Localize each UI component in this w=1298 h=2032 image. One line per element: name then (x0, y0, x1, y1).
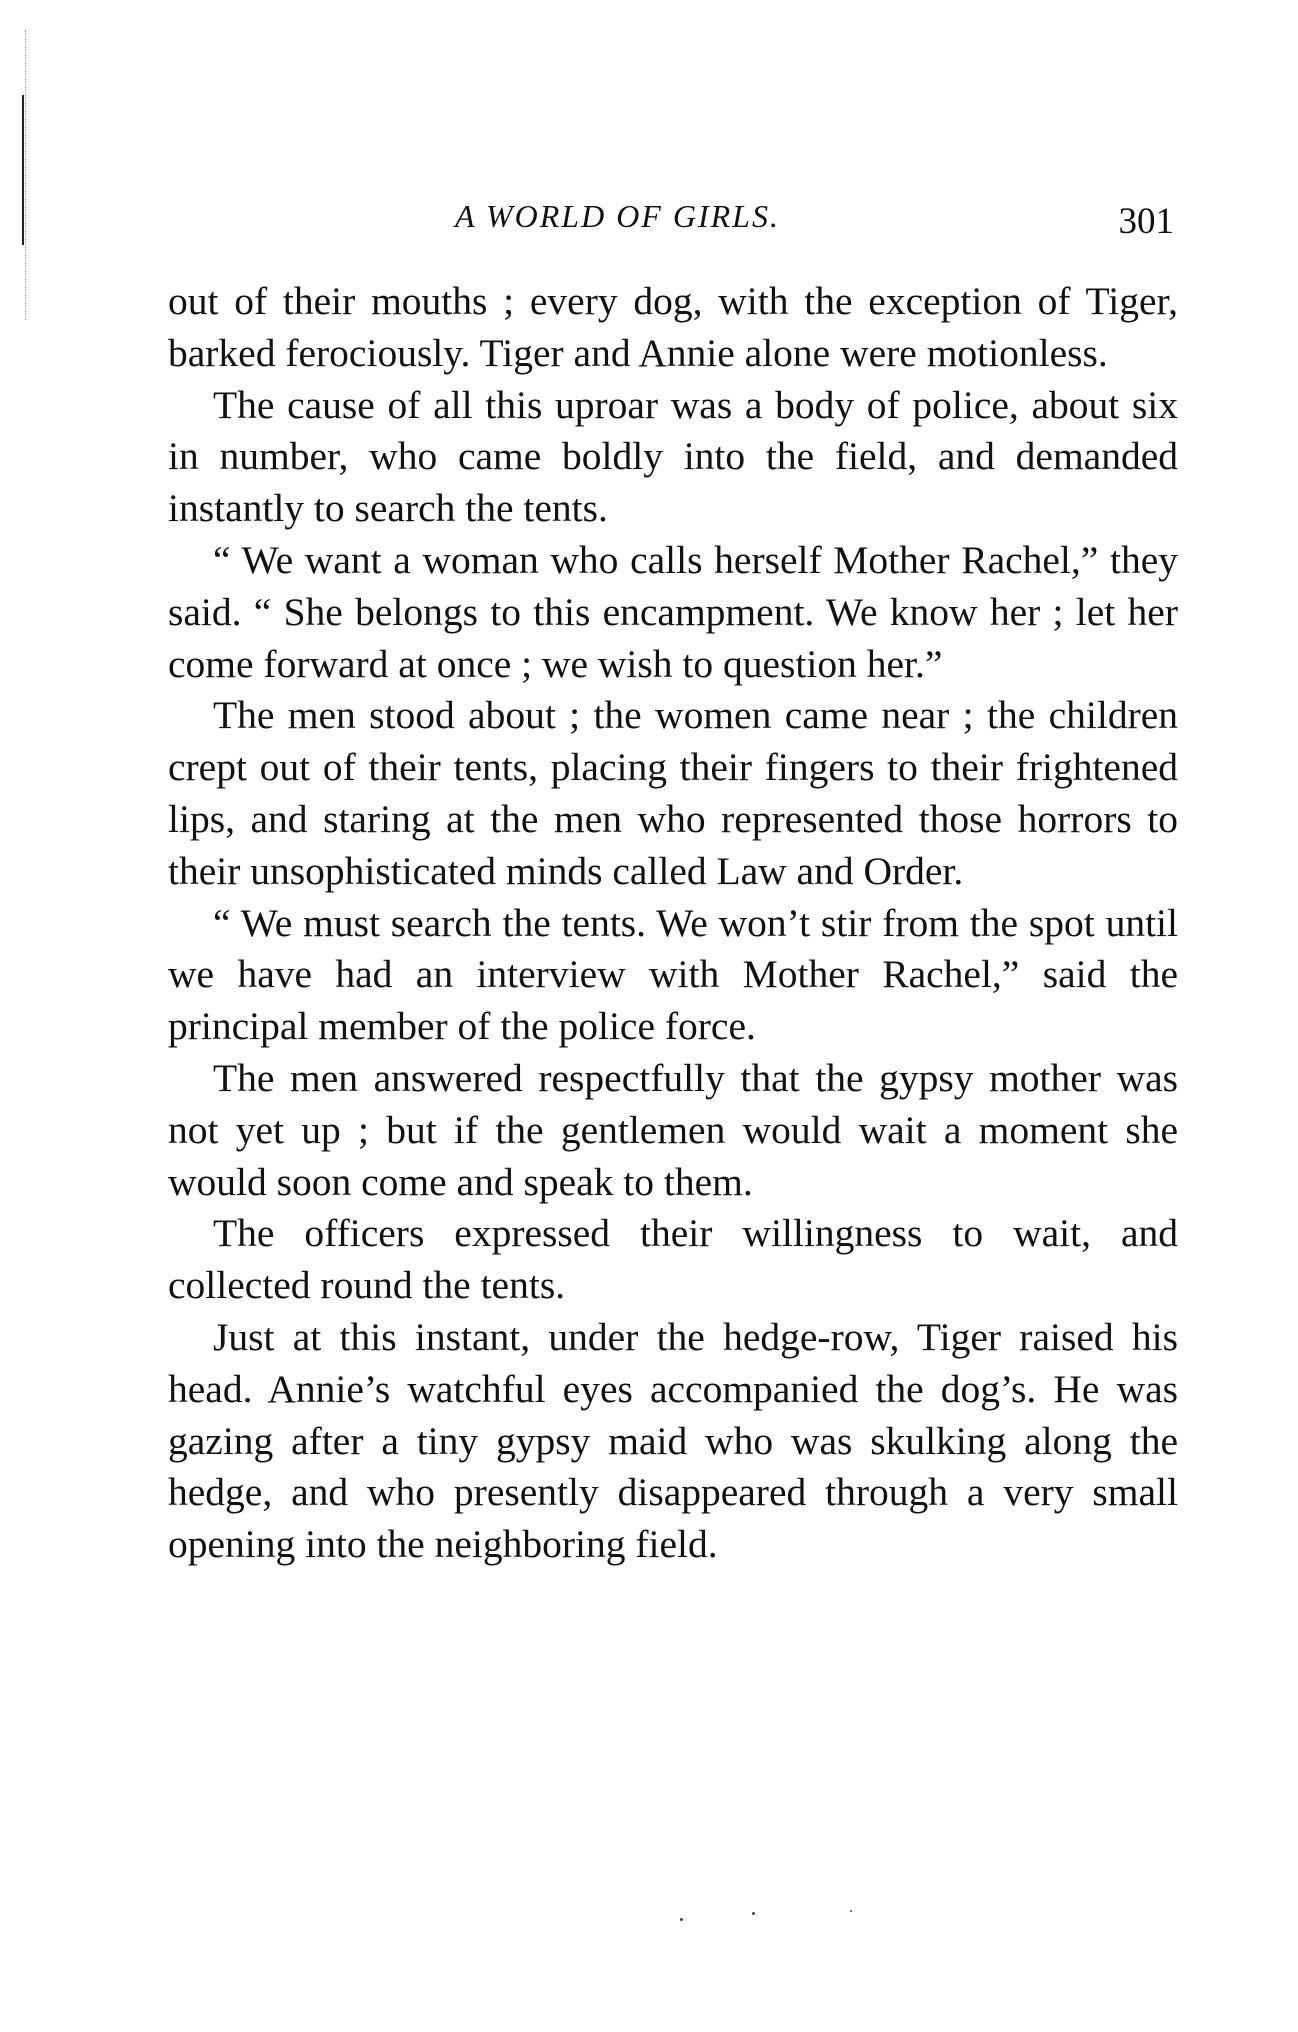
paragraph: The officers expressed their willingness to wait, and collected round the tents. (168, 1211, 1178, 1308)
print-speck (752, 1912, 755, 1915)
print-specks (0, 1910, 1298, 1930)
page-number: 301 (1118, 201, 1174, 242)
body-text (168, 276, 1178, 1571)
running-title: A WORLD OF GIRLS. (455, 198, 780, 234)
paragraph: The men answered respectfully that the gypsy mother was not yet up ; but if the gentlemen would wait a moment she would soon come and speak to them. (168, 1055, 1178, 1204)
paragraph: “ We want a woman who calls herself Mother Rachel,” they said. “ She belongs to this encampment. We know her ; let her come forward at once ; we wish to question her.” (168, 537, 1178, 686)
paragraph: The men stood about ; the women came near ; the children crept out of their tents, placing their fingers to their frightened lips, and staring at the men who represented those horrors to their unsophisticated minds called Law and Order. (168, 693, 1178, 893)
scan-edge-dots (25, 30, 27, 320)
scan-edge-mark (22, 95, 24, 245)
paragraph: The cause of all this uproar was a body of police, about six in number, who came boldly into the field, and demanded instantly to search the tents. (168, 382, 1178, 531)
print-speck (850, 1910, 852, 1912)
print-speck (680, 1918, 683, 1921)
paragraph: out of their mouths ; every dog, with the exception of Tiger, barked ferociously. Tiger and Annie alone were motionless. (168, 279, 1178, 375)
running-header (168, 198, 1178, 250)
paragraph: “ We must search the tents. We won’t stir from the spot until we have had an interview with Mother Rachel,” said the principal member of the police force. (168, 900, 1178, 1049)
paragraph: Just at this instant, under the hedge-row, Tiger raised his head. Annie’s watchful eyes accompanied the dog’s. He was gazing after a tiny gypsy maid who was skulking along the hedge, and who presently disappeared through a very small opening into the neighboring field. (168, 1314, 1178, 1567)
